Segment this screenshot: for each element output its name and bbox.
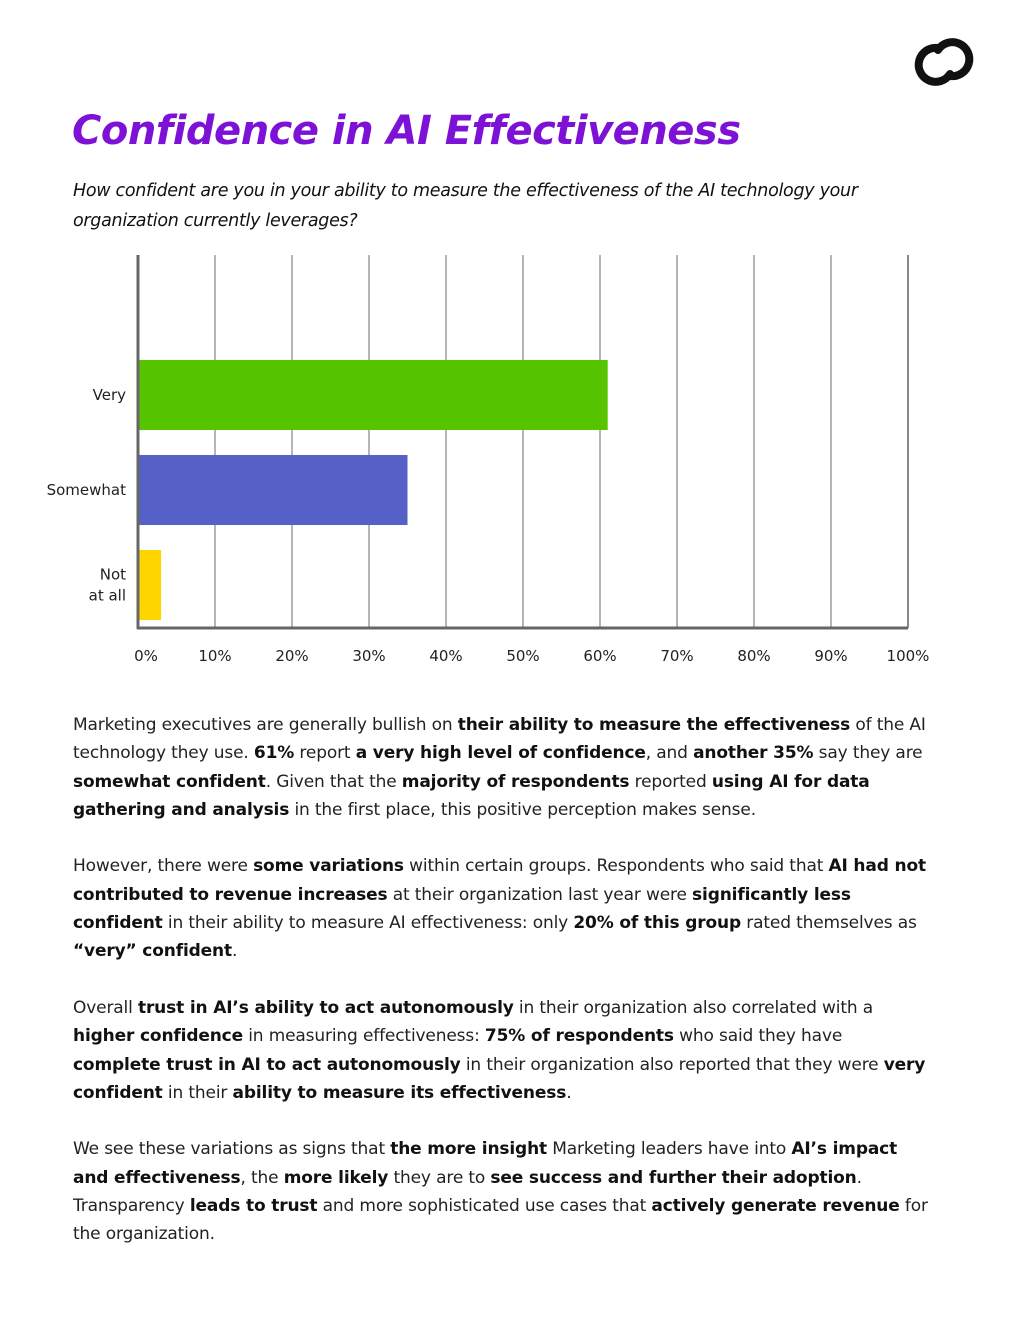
paragraph-text: We see these variations as signs that <box>73 1139 391 1160</box>
paragraph-text: in their organization also correlated with a <box>513 997 874 1018</box>
emphasis-text: AI had not contributed to revenue increases <box>73 856 926 905</box>
paragraph-text: and more sophisticated use cases that <box>317 1196 652 1217</box>
paragraph-text: who said they have <box>673 1026 843 1047</box>
paragraph-text: , the <box>240 1167 284 1188</box>
paragraph-text: . <box>566 1082 572 1103</box>
body-paragraph <box>73 711 933 824</box>
emphasis-text: complete trust in AI to act autonomously <box>73 1054 461 1075</box>
paragraph-text: say they are <box>813 743 923 764</box>
body-paragraph <box>73 994 933 1107</box>
x-tick-label: 90% <box>814 647 848 665</box>
bar-very <box>138 360 608 430</box>
paragraph-text: Overall <box>73 997 138 1018</box>
paragraph-text: However, there were <box>73 856 254 877</box>
x-tick-label: 10% <box>198 647 232 665</box>
emphasis-text: a very high level of confidence <box>355 743 646 764</box>
bar-chart <box>0 240 1020 680</box>
paragraph-text: reported <box>629 771 712 792</box>
body-text <box>73 711 933 1277</box>
paragraph-text: they are to <box>388 1167 491 1188</box>
paragraph-text: in their organization also reported that they were <box>460 1054 884 1075</box>
emphasis-text: see success and further their adoption <box>490 1167 857 1188</box>
x-tick-label: 70% <box>660 647 694 665</box>
emphasis-text: the more insight <box>390 1139 547 1160</box>
emphasis-text: higher confidence <box>73 1026 243 1047</box>
paragraph-text: Marketing executives are generally bullish on <box>73 715 458 735</box>
x-tick-label: 0% <box>134 647 158 665</box>
emphasis-text: 61% <box>253 743 295 764</box>
emphasis-text: “very” confident <box>73 941 232 962</box>
emphasis-text: another 35% <box>693 743 814 764</box>
emphasis-text: majority of respondents <box>401 771 630 792</box>
emphasis-text: ability to measure its effectiveness <box>232 1082 567 1103</box>
category-label: Very <box>92 386 126 404</box>
x-tick-label: 60% <box>583 647 617 665</box>
emphasis-text: actively generate revenue <box>651 1196 900 1217</box>
emphasis-text: 75% of respondents <box>484 1026 674 1047</box>
survey-question: How confident are you in your ability to measure the effectiveness of the AI technology your organization currently leverages? <box>73 181 858 231</box>
page-title: Confidence in AI Effectiveness <box>72 108 741 154</box>
paragraph-text: in their ability to measure AI effectiveness: only <box>162 913 574 934</box>
emphasis-text: very confident <box>73 1054 926 1103</box>
category-label: Not at all <box>88 565 126 605</box>
emphasis-text: leads to trust <box>189 1196 318 1217</box>
emphasis-text: using AI for data gathering and analysis <box>73 771 870 820</box>
bar-somewhat <box>138 455 408 525</box>
paragraph-text: rated themselves as <box>741 913 917 934</box>
paragraph-text: . Transparency <box>73 1167 862 1217</box>
paragraph-text: in the first place, this positive perception makes sense. <box>289 799 756 820</box>
emphasis-text: somewhat confident <box>73 771 266 792</box>
emphasis-text: significantly less confident <box>73 884 851 934</box>
paragraph-text: at their organization last year were <box>387 884 693 905</box>
paragraph-text: . <box>231 941 238 962</box>
paragraph-text: within certain groups. Respondents who said that <box>403 856 829 877</box>
paragraph-text: . Given that the <box>265 771 402 792</box>
x-tick-label: 50% <box>506 647 540 665</box>
paragraph-text: in their <box>162 1082 233 1103</box>
emphasis-text: their ability to measure the effectiveness <box>457 715 851 735</box>
body-paragraph <box>73 852 933 965</box>
emphasis-text: 20% of this group <box>573 913 742 934</box>
brand-logo-icon <box>908 30 980 94</box>
emphasis-text: AI’s impact and effectiveness <box>73 1139 898 1188</box>
category-label: Somewhat <box>46 481 126 499</box>
emphasis-text: trust in AI’s ability to act autonomously <box>137 997 514 1018</box>
paragraph-text: , and <box>645 743 694 764</box>
x-tick-label: 80% <box>737 647 771 665</box>
x-tick-label: 100% <box>886 647 930 665</box>
paragraph-text: in measuring effectiveness: <box>242 1026 485 1047</box>
x-tick-label: 40% <box>429 647 463 665</box>
x-tick-label: 30% <box>352 647 386 665</box>
paragraph-text: report <box>294 743 356 764</box>
paragraph-text: for the organization. <box>73 1196 928 1245</box>
x-tick-label: 20% <box>275 647 309 665</box>
paragraph-text: of the AI technology they use. <box>73 715 926 764</box>
paragraph-text: Marketing leaders have into <box>547 1139 792 1160</box>
emphasis-text: more likely <box>283 1167 389 1188</box>
emphasis-text: some variations <box>253 856 404 877</box>
bar-not-at-all <box>138 550 161 620</box>
body-paragraph <box>73 1135 933 1248</box>
